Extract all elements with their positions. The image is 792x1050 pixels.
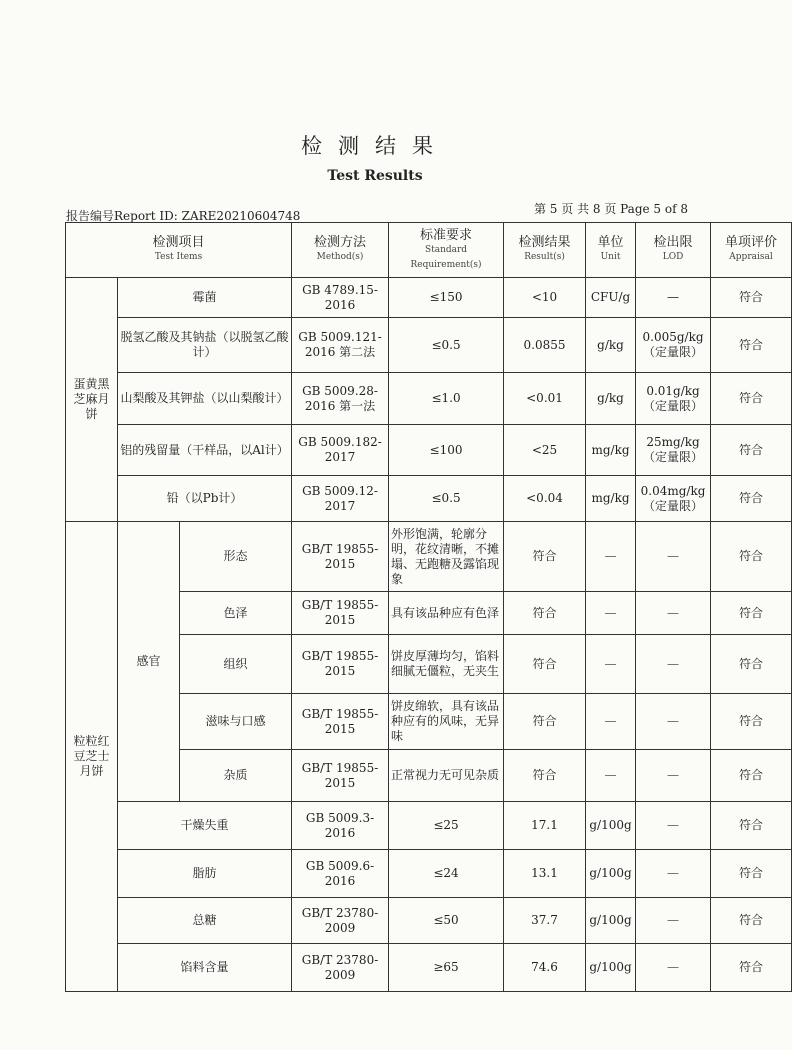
- table-row: [66, 944, 792, 992]
- table-row: [66, 850, 792, 898]
- test-method: GB 5009.3-2016: [292, 802, 389, 850]
- test-result: 符合: [504, 694, 586, 750]
- results-table: [65, 222, 792, 992]
- test-result: 13.1: [504, 850, 586, 898]
- lod-note: （定量限）: [643, 345, 704, 359]
- table-row: [66, 802, 792, 850]
- test-method: GB/T 19855-2015: [292, 635, 389, 694]
- lod: —: [636, 802, 711, 850]
- unit: —: [586, 522, 636, 592]
- standard-requirement: 具有该品种应有色泽: [389, 592, 504, 635]
- test-result: 37.7: [504, 898, 586, 944]
- unit: mg/kg: [586, 425, 636, 476]
- appraisal: 符合: [711, 592, 792, 635]
- unit: g/kg: [586, 318, 636, 373]
- unit: —: [586, 750, 636, 802]
- unit: —: [586, 635, 636, 694]
- test-item: 脂肪: [118, 850, 292, 898]
- unit: —: [586, 592, 636, 635]
- table-row: [66, 278, 792, 318]
- col-header-method: 检测方法 Method(s): [292, 223, 389, 278]
- lod-note: （定量限）: [643, 450, 704, 464]
- test-method: GB/T 19855-2015: [292, 522, 389, 592]
- col-header-standard: 标准要求 Standard Requirement(s): [389, 223, 504, 278]
- standard-requirement: ≤1.0: [389, 373, 504, 425]
- test-result: <25: [504, 425, 586, 476]
- lod: [636, 476, 711, 522]
- standard-requirement: ≥65: [389, 944, 504, 992]
- test-item: 组织: [180, 635, 292, 694]
- test-item: 杂质: [180, 750, 292, 802]
- test-result: 符合: [504, 522, 586, 592]
- table-row: [66, 373, 792, 425]
- lod: —: [636, 522, 711, 592]
- test-method: GB 5009.6-2016: [292, 850, 389, 898]
- standard-requirement: ≤50: [389, 898, 504, 944]
- lod-note: （定量限）: [643, 498, 704, 513]
- table-row: [66, 318, 792, 373]
- standard-requirement: ≤0.5: [389, 476, 504, 522]
- test-method: GB/T 19855-2015: [292, 694, 389, 750]
- lod: —: [636, 850, 711, 898]
- unit: —: [586, 694, 636, 750]
- test-result: 74.6: [504, 944, 586, 992]
- lod: [636, 425, 711, 476]
- standard-requirement: ≤100: [389, 425, 504, 476]
- unit: CFU/g: [586, 278, 636, 318]
- test-method: GB 4789.15-2016: [292, 278, 389, 318]
- appraisal: 符合: [711, 476, 792, 522]
- test-item: 脱氢乙酸及其钠盐（以脱氢乙酸计）: [118, 318, 292, 373]
- lod: [636, 278, 711, 318]
- lod: —: [636, 694, 711, 750]
- test-method: GB 5009.121-2016 第二法: [292, 318, 389, 373]
- appraisal: 符合: [711, 944, 792, 992]
- test-result: 17.1: [504, 802, 586, 850]
- test-method: GB 5009.28-2016 第一法: [292, 373, 389, 425]
- lod: —: [636, 635, 711, 694]
- appraisal: 符合: [711, 802, 792, 850]
- standard-requirement: ≤24: [389, 850, 504, 898]
- lod: —: [636, 944, 711, 992]
- appraisal: 符合: [711, 522, 792, 592]
- test-item: 霉菌: [118, 278, 292, 318]
- test-item: 铝的残留量（干样品，以Al计）: [118, 425, 292, 476]
- lod-value: 0.005g/kg: [642, 330, 704, 344]
- lod-value: 25mg/kg: [646, 435, 700, 449]
- unit: mg/kg: [586, 476, 636, 522]
- test-item: 馅料含量: [118, 944, 292, 992]
- standard-requirement: 饼皮绵软，具有该品种应有的风味，无异味: [389, 694, 504, 750]
- standard-requirement: 正常视力无可见杂质: [389, 750, 504, 802]
- lod: —: [636, 750, 711, 802]
- lod: —: [636, 898, 711, 944]
- product-name: 粒粒红豆芝士月饼: [66, 522, 118, 992]
- col-header-result: 检测结果 Result(s): [504, 223, 586, 278]
- test-method: GB/T 23780-2009: [292, 898, 389, 944]
- col-header-appraisal: 单项评价 Appraisal: [711, 223, 792, 278]
- lod-note: （定量限）: [643, 398, 704, 413]
- appraisal: 符合: [711, 318, 792, 373]
- standard-requirement: ≤150: [389, 278, 504, 318]
- lod: [636, 318, 711, 373]
- appraisal: 符合: [711, 694, 792, 750]
- stamp-fragment: [720, 478, 750, 798]
- page-title-en: Test Results: [327, 168, 423, 184]
- test-result: <0.04: [504, 476, 586, 522]
- appraisal: 符合: [711, 898, 792, 944]
- table-header: [66, 223, 792, 278]
- col-header-lod: 检出限 LOD: [636, 223, 711, 278]
- table-row: [66, 898, 792, 944]
- table-row: [66, 425, 792, 476]
- standard-requirement: ≤25: [389, 802, 504, 850]
- lod: —: [636, 592, 711, 635]
- test-method: GB 5009.182-2017: [292, 425, 389, 476]
- test-method: GB/T 23780-2009: [292, 944, 389, 992]
- unit: g/100g: [586, 898, 636, 944]
- sensory-group: 感官: [118, 522, 180, 802]
- unit: g/100g: [586, 944, 636, 992]
- test-method: GB/T 19855-2015: [292, 750, 389, 802]
- test-item: 形态: [180, 522, 292, 592]
- page-title-cn: 检测结果: [301, 134, 449, 158]
- unit: g/100g: [586, 802, 636, 850]
- unit: g/kg: [586, 373, 636, 425]
- test-result: 符合: [504, 592, 586, 635]
- test-result: <0.01: [504, 373, 586, 425]
- test-method: GB 5009.12-2017: [292, 476, 389, 522]
- test-item: 色泽: [180, 592, 292, 635]
- appraisal: 符合: [711, 635, 792, 694]
- test-item: 铅（以Pb计）: [118, 476, 292, 522]
- test-result: 0.0855: [504, 318, 586, 373]
- unit: g/100g: [586, 850, 636, 898]
- test-result: 符合: [504, 750, 586, 802]
- test-item: 干燥失重: [118, 802, 292, 850]
- lod-value: —: [667, 290, 680, 304]
- standard-requirement: 饼皮厚薄均匀，馅料细腻无僵粒，无夹生: [389, 635, 504, 694]
- col-header-items: 检测项目 Test Items: [66, 223, 292, 278]
- test-item: 总糖: [118, 898, 292, 944]
- table-row: [66, 476, 792, 522]
- col-header-unit: 单位 Unit: [586, 223, 636, 278]
- test-result: 符合: [504, 635, 586, 694]
- test-item: 山梨酸及其钾盐（以山梨酸计）: [118, 373, 292, 425]
- product-name: 蛋黄黑芝麻月饼: [66, 278, 118, 522]
- appraisal: 符合: [711, 425, 792, 476]
- standard-requirement: ≤0.5: [389, 318, 504, 373]
- test-item: 滋味与口感: [180, 694, 292, 750]
- test-method: GB/T 19855-2015: [292, 592, 389, 635]
- report-id: 报告编号Report ID: ZARE20210604748: [66, 209, 301, 223]
- appraisal: 符合: [711, 278, 792, 318]
- appraisal: 符合: [711, 373, 792, 425]
- appraisal: 符合: [711, 850, 792, 898]
- lod-value: 0.04mg/kg: [640, 483, 706, 498]
- standard-requirement: 外形饱满，轮廓分明，花纹清晰，不摊塌、无跑糖及露馅现象: [389, 522, 504, 592]
- table-row: [66, 522, 792, 592]
- page-number: 第 5 页 共 8 页 Page 5 of 8: [533, 202, 688, 216]
- lod-value: 0.01g/kg: [646, 383, 700, 398]
- appraisal: 符合: [711, 750, 792, 802]
- test-result: <10: [504, 278, 586, 318]
- lod: [636, 373, 711, 425]
